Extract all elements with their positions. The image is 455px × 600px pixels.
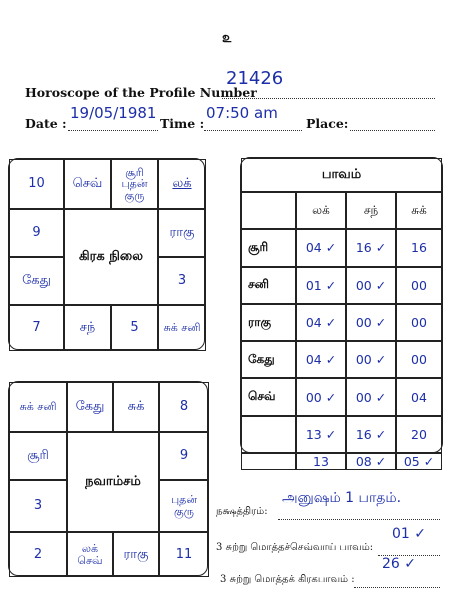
bhavam-cell: 16	[396, 229, 442, 266]
bhavam-cell: 16 ✓	[346, 416, 396, 453]
date-value: 19/05/1981	[70, 104, 157, 122]
bhavam-row-label: சூரி	[241, 229, 296, 266]
bhavam-cell: 04 ✓	[296, 229, 346, 266]
navamsam-house-7: 11	[159, 532, 209, 577]
rasi-house-7: சுக் சனி	[158, 305, 206, 351]
planet-bhavam-value: 26 ✓	[382, 556, 416, 572]
bhavam-col-header: சந்	[346, 192, 396, 229]
nakshatra-label: நக்ஷத்திரம்:	[216, 506, 268, 517]
bhavam-cell: 01 ✓	[296, 267, 346, 304]
bhavam-row-label	[241, 416, 296, 453]
navamsam-house-12: சூரி	[9, 432, 67, 480]
navamsam-house-6: புதன் குரு	[159, 480, 209, 532]
rasi-house-12: 9	[9, 209, 64, 257]
bhavam-cell: 00 ✓	[296, 378, 346, 415]
bhavam-cell: 00 ✓	[346, 378, 396, 415]
navamsam-house-2: கேது	[67, 382, 113, 432]
time-label: Time :	[160, 116, 205, 131]
bhavam-cell: 20	[396, 416, 442, 453]
rasi-house-3: சூரி புதன் குரு	[111, 159, 158, 209]
bhavam-title: பாவம்	[241, 158, 442, 192]
rasi-house-9: சந்	[64, 305, 111, 351]
bhavam-cell: 16 ✓	[346, 229, 396, 266]
bhavam-row-label: செவ்	[241, 378, 296, 415]
mars-bhavam-dots	[378, 543, 440, 556]
bhavam-cell: 13 ✓	[296, 416, 346, 453]
mars-bhavam-value: 01 ✓	[392, 526, 426, 542]
bhavam-cell: 00	[396, 304, 442, 341]
bhavam-cell: 04	[396, 378, 442, 415]
bhavam-cell: 00	[396, 267, 442, 304]
bhavam-col-header: சுக்	[396, 192, 442, 229]
rasi-chart-title: கிரக நிலை	[64, 209, 158, 305]
time-value: 07:50 am	[206, 104, 278, 122]
bhavam-cell: 13	[296, 453, 346, 470]
nakshatra-value: அனுஷம் 1 பாதம்.	[282, 490, 402, 506]
navamsam-chart-title: நவாம்சம்	[67, 432, 159, 532]
place-label: Place:	[306, 116, 349, 131]
navamsam-house-8: ராகு	[113, 532, 159, 577]
bhavam-cell: 00 ✓	[346, 341, 396, 378]
bhavam-cell: 04 ✓	[296, 304, 346, 341]
profile-number-label: Horoscope of the Profile Number	[25, 85, 257, 100]
rasi-house-6: 3	[158, 257, 206, 305]
bhavam-cell: 04 ✓	[296, 341, 346, 378]
bhavam-col-header: லக்	[296, 192, 346, 229]
mars-bhavam-label: 3 சுற்று மொத்தச்செவ்வாய் பாவம்:	[216, 542, 374, 553]
planet-bhavam-dots	[354, 575, 440, 588]
rasi-house-11: கேது	[9, 257, 64, 305]
bhavam-row-label	[241, 453, 296, 470]
navamsam-house-1: சுக் சனி	[9, 382, 67, 432]
page-number: ௨	[222, 30, 232, 46]
rasi-house-4: லக்	[158, 159, 206, 209]
navamsam-house-9: லக் செவ்	[67, 532, 113, 577]
bhavam-cell: 00 ✓	[346, 267, 396, 304]
rasi-house-2: செவ்	[64, 159, 111, 209]
navamsam-chart	[8, 381, 208, 576]
bhavam-table	[240, 157, 443, 470]
bhavam-row-label: ராகு	[241, 304, 296, 341]
place-dots	[350, 118, 435, 131]
profile-number-value: 21426	[226, 68, 284, 89]
bhavam-cell: 00	[396, 341, 442, 378]
date-label: Date :	[25, 116, 67, 131]
bhavam-row-label: சனி	[241, 267, 296, 304]
rasi-house-1: 10	[9, 159, 64, 209]
bhavam-cell: 00 ✓	[346, 304, 396, 341]
bhavam-corner	[241, 192, 296, 229]
bhavam-row-label: கேது	[241, 341, 296, 378]
rasi-house-10: 7	[9, 305, 64, 351]
navamsam-house-11: 3	[9, 480, 67, 532]
nakshatra-dots	[278, 507, 440, 520]
planet-bhavam-label: 3 சுற்று மொத்தக் கிரகபாவம் :	[220, 574, 355, 585]
bhavam-cell: 05 ✓	[396, 453, 442, 470]
navamsam-house-10: 2	[9, 532, 67, 577]
rasi-house-8: 5	[111, 305, 158, 351]
navamsam-house-5: 9	[159, 432, 209, 480]
navamsam-house-3: சுக்	[113, 382, 159, 432]
rasi-chart	[8, 158, 205, 350]
bhavam-cell: 08 ✓	[346, 453, 396, 470]
rasi-house-5: ராகு	[158, 209, 206, 257]
navamsam-house-4: 8	[159, 382, 209, 432]
